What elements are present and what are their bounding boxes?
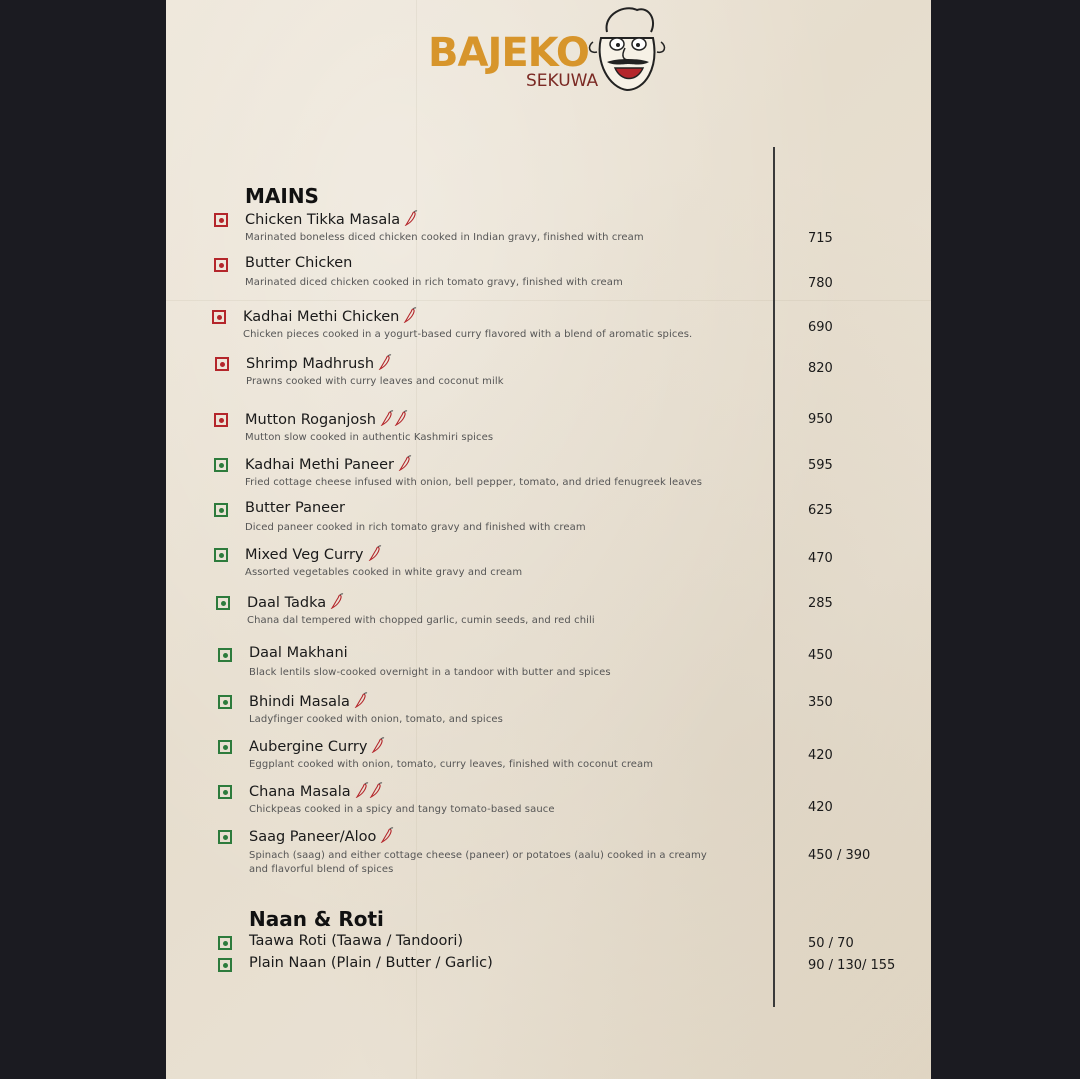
item-price: 450 / 390 — [808, 848, 871, 863]
paper-crease — [416, 0, 417, 1079]
item-price: 820 — [808, 361, 833, 376]
item-description: Chickpeas cooked in a spicy and tangy tomato-based sauce — [249, 804, 555, 815]
item-name — [245, 210, 418, 230]
item-price: 420 — [808, 800, 833, 815]
brand-logo — [428, 28, 668, 98]
item-description: Chana dal tempered with chopped garlic, cumin seeds, and red chili — [247, 615, 595, 626]
paper-crease — [166, 300, 931, 301]
item-name — [249, 955, 493, 971]
section-heading-breads: Naan & Roti — [249, 907, 384, 931]
item-name — [243, 307, 417, 327]
chili-pepper-icon — [369, 782, 383, 802]
item-name — [246, 354, 392, 374]
item-description: Diced paneer cooked in rich tomato gravy and finished with cream — [245, 522, 586, 533]
item-price: 715 — [808, 231, 833, 246]
veg-mark-icon — [218, 830, 232, 844]
chili-pepper-icon — [398, 455, 412, 475]
brand-subname: SEKUWA — [526, 71, 599, 91]
item-name — [249, 692, 368, 712]
veg-mark-icon — [218, 695, 232, 709]
item-name — [245, 255, 352, 271]
item-name-text: Plain Naan (Plain / Butter / Garlic) — [249, 955, 493, 971]
item-name — [249, 782, 383, 802]
item-name-text: Daal Tadka — [247, 595, 327, 611]
item-name — [249, 645, 348, 661]
veg-mark-icon — [214, 548, 228, 562]
price-column-divider — [773, 147, 775, 1007]
item-name-text: Saag Paneer/Aloo — [249, 829, 377, 845]
item-price: 50 / 70 — [808, 936, 854, 951]
item-name — [249, 933, 463, 949]
chili-pepper-icon — [404, 210, 418, 230]
item-description: Mutton slow cooked in authentic Kashmiri spices — [245, 432, 494, 443]
chili-pepper-icon — [371, 737, 385, 757]
item-description: Spinach (saag) and either cottage cheese (paneer) or potatoes (aalu) cooked in a creamy and flavorful blend of spices — [249, 850, 707, 875]
chili-pepper-icon — [378, 354, 392, 374]
section-heading-mains: MAINS — [245, 184, 319, 208]
item-name — [245, 410, 408, 430]
brand-name: BAJEKO — [428, 30, 589, 76]
item-name — [245, 500, 345, 516]
non-veg-mark-icon — [214, 213, 228, 227]
item-description: Black lentils slow-cooked overnight in a tandoor with butter and spices — [249, 667, 611, 678]
mascot-face-logo — [585, 2, 667, 96]
item-name-text: Chicken Tikka Masala — [245, 212, 401, 228]
item-name-text: Kadhai Methi Chicken — [243, 309, 400, 325]
chili-pepper-icon — [330, 593, 344, 613]
veg-mark-icon — [214, 458, 228, 472]
chili-pepper-icon — [354, 692, 368, 712]
item-description: Ladyfinger cooked with onion, tomato, and spices — [249, 714, 503, 725]
item-name-text: Taawa Roti (Taawa / Tandoori) — [249, 933, 464, 949]
chili-pepper-icon — [394, 410, 408, 430]
item-name-text: Chana Masala — [249, 784, 351, 800]
chili-pepper-icon — [355, 782, 369, 802]
item-price: 690 — [808, 320, 833, 335]
chili-pepper-icon — [380, 827, 394, 847]
item-name — [249, 737, 385, 757]
item-name — [249, 827, 394, 847]
chili-pepper-icon — [380, 410, 394, 430]
item-name-text: Bhindi Masala — [249, 694, 350, 710]
item-name-text: Kadhai Methi Paneer — [245, 457, 394, 473]
non-veg-mark-icon — [214, 413, 228, 427]
veg-mark-icon — [214, 503, 228, 517]
veg-mark-icon — [218, 648, 232, 662]
item-price: 780 — [808, 276, 833, 291]
veg-mark-icon — [216, 596, 230, 610]
item-description: Marinated boneless diced chicken cooked in Indian gravy, finished with cream — [245, 232, 644, 243]
item-name-text: Mixed Veg Curry — [245, 547, 364, 563]
item-price: 90 / 130/ 155 — [808, 958, 896, 973]
item-description: Assorted vegetables cooked in white gravy and cream — [245, 567, 523, 578]
menu-page — [166, 0, 931, 1079]
item-price: 950 — [808, 412, 833, 427]
item-price: 285 — [808, 596, 833, 611]
item-name-text: Butter Chicken — [245, 255, 353, 271]
item-price: 350 — [808, 695, 833, 710]
item-name-text: Shrimp Madhrush — [246, 356, 375, 372]
veg-mark-icon — [218, 740, 232, 754]
item-name — [247, 593, 344, 613]
item-price: 470 — [808, 551, 833, 566]
chili-pepper-icon — [403, 307, 417, 327]
item-price: 625 — [808, 503, 833, 518]
item-price: 450 — [808, 648, 833, 663]
non-veg-mark-icon — [215, 357, 229, 371]
item-description: Marinated diced chicken cooked in rich tomato gravy, finished with cream — [245, 277, 623, 288]
item-description: Fried cottage cheese infused with onion, bell pepper, tomato, and dried fenugreek leaves — [245, 477, 703, 488]
item-description: Prawns cooked with curry leaves and coconut milk — [246, 376, 504, 387]
item-name-text: Mutton Roganjosh — [245, 412, 376, 428]
chili-pepper-icon — [368, 545, 382, 565]
veg-mark-icon — [218, 785, 232, 799]
item-name-text: Daal Makhani — [249, 645, 348, 661]
item-name — [245, 545, 382, 565]
non-veg-mark-icon — [212, 310, 226, 324]
item-description: Eggplant cooked with onion, tomato, curry leaves, finished with coconut cream — [249, 759, 654, 770]
item-price: 420 — [808, 748, 833, 763]
item-name — [245, 455, 412, 475]
item-name-text: Butter Paneer — [245, 500, 345, 516]
non-veg-mark-icon — [214, 258, 228, 272]
item-price: 595 — [808, 458, 833, 473]
veg-mark-icon — [218, 936, 232, 950]
item-description: Chicken pieces cooked in a yogurt-based curry flavored with a blend of aromatic spices. — [243, 329, 693, 340]
item-name-text: Aubergine Curry — [249, 739, 368, 755]
veg-mark-icon — [218, 958, 232, 972]
